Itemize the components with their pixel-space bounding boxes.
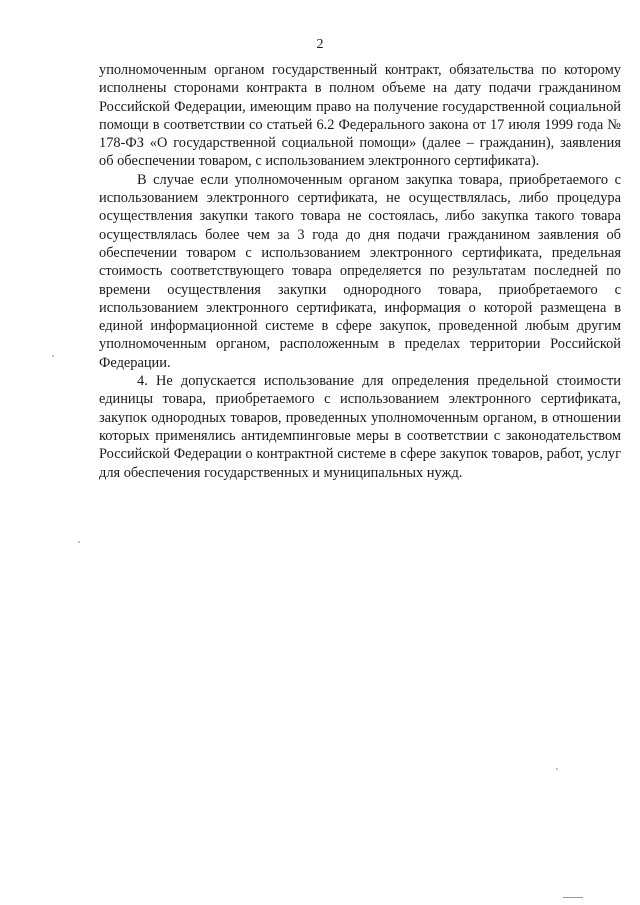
- scan-artifact-dot: [556, 768, 558, 770]
- scan-artifact-dot: [52, 355, 54, 357]
- scan-artifact-dot: [78, 541, 80, 543]
- document-body: [99, 61, 621, 482]
- scan-artifact-dash: [563, 897, 583, 898]
- paragraph-item-4: 4. Не допускается использование для определения предельной стоимости единицы товара, приобретаемого с использованием электронного сертификата, закупок однородных товаров, проведенных уполномоченным органом, в отношении которых применялись антидемпинговые меры в соответствии с законодательством Российской Федерации о контрактной системе в сфере закупок товаров, работ, услуг для обеспечения государственных и муниципальных нужд.: [99, 373, 621, 481]
- paragraph-continuation: уполномоченным органом государственный контракт, обязательства по которому исполнены сторонами контракта в полном объеме на дату подачи гражданином Российской Федерации, имеющим право на получение государственной социальной помощи в соответствии со статьей 6.2 Федерального закона от 17 июля 1999 года № 178-ФЗ «О государственной социальной помощи» (далее – гражданин), заявления об обеспечении товаром, с использованием электронного сертификата).: [99, 62, 621, 170]
- page-number: 2: [316, 37, 324, 52]
- paragraph-max-price-rule: В случае если уполномоченным органом закупка товара, приобретаемого с использованием электронного сертификата, не осуществлялась, либо процедура осуществления закупки такого товара не состоялась, либо закупка такого товара осуществлялась более чем за 3 года до дня подачи гражданином заявления об обеспечении товаром с использованием электронного сертификата, предельная стоимость соответствующего товара определяется по результатам последней по времени осуществления закупки однородного товара, приобретаемого с использованием электронного сертификата, информация о которой размещена в единой информационной системе в сфере закупок, проведенной любым другим уполномоченным органом, расположенным в пределах территории Российской Федерации.: [99, 171, 621, 371]
